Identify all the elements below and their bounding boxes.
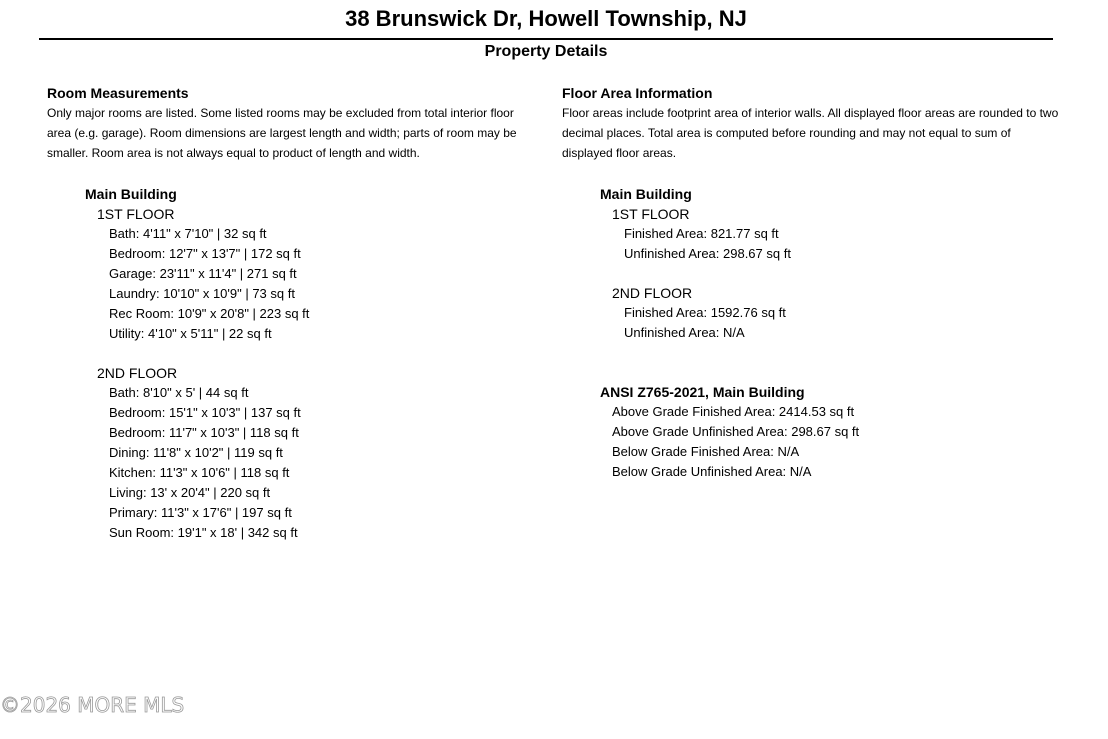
floor-label: 1ST FLOOR (612, 206, 690, 222)
unfinished-area: Unfinished Area: N/A (624, 325, 745, 340)
room-building-block (47, 184, 537, 543)
floor-label: 2ND FLOOR (97, 365, 178, 381)
room-item: Bedroom: 11'7" x 10'3" | 118 sq ft (109, 425, 299, 440)
room-item: Rec Room: 10'9" x 20'8" | 223 sq ft (109, 306, 310, 321)
room-item: Bedroom: 12'7" x 13'7" | 172 sq ft (109, 246, 301, 261)
copyright-watermark: ©2026 MORE MLS (0, 693, 185, 717)
finished-area: Finished Area: 1592.76 sq ft (624, 305, 786, 320)
unfinished-area: Unfinished Area: 298.67 sq ft (624, 246, 791, 261)
floor-label: 2ND FLOOR (612, 285, 693, 301)
floor-area-note: Floor areas include footprint area of interior walls. All displayed floor areas are rounded to two decimal places. Total area is computed before rounding and may not equal to sum of displayed floor areas. (562, 106, 1059, 160)
room-measurements-heading: Room Measurements (47, 85, 189, 101)
room-item: Bath: 4'11" x 7'10" | 32 sq ft (109, 226, 267, 241)
floor-area-section (562, 84, 1062, 482)
room-item: Dining: 11'8" x 10'2" | 119 sq ft (109, 445, 283, 460)
title-divider (39, 38, 1053, 40)
room-item: Living: 13' x 20'4" | 220 sq ft (109, 485, 271, 500)
ansi-item: Above Grade Finished Area: 2414.53 sq ft (612, 404, 855, 419)
finished-area: Finished Area: 821.77 sq ft (624, 226, 779, 241)
room-item: Primary: 11'3" x 17'6" | 197 sq ft (109, 505, 292, 520)
floor-label: 1ST FLOOR (97, 206, 175, 222)
ansi-heading: ANSI Z765-2021, Main Building (600, 384, 805, 400)
floor-area-heading: Floor Area Information (562, 85, 713, 101)
building-label: Main Building (600, 186, 692, 202)
room-item: Laundry: 10'10" x 10'9" | 73 sq ft (109, 286, 295, 301)
room-measurements-section (47, 84, 537, 543)
page-title: 38 Brunswick Dr, Howell Township, NJ (345, 6, 747, 31)
ansi-item: Below Grade Finished Area: N/A (612, 444, 800, 459)
room-item: Bedroom: 15'1" x 10'3" | 137 sq ft (109, 405, 301, 420)
spacer (47, 344, 537, 363)
spacer (562, 343, 1062, 382)
room-item: Sun Room: 19'1" x 18' | 342 sq ft (109, 525, 298, 540)
page-subtitle: Property Details (484, 43, 608, 60)
room-item: Utility: 4'10" x 5'11" | 22 sq ft (109, 326, 272, 341)
spacer (562, 264, 1062, 283)
room-measurements-note: Only major rooms are listed. Some listed rooms may be excluded from total interior floor area (e.g. garage). Room dimensions are largest length and width; parts of room may be smaller. Room area is not always equal to product of length and width. (47, 106, 517, 160)
ansi-item: Above Grade Unfinished Area: 298.67 sq ft (612, 424, 860, 439)
room-item: Garage: 23'11" x 11'4" | 271 sq ft (109, 266, 297, 281)
area-building-block (562, 184, 1062, 482)
room-item: Kitchen: 11'3" x 10'6" | 118 sq ft (109, 465, 290, 480)
ansi-item: Below Grade Unfinished Area: N/A (612, 464, 812, 479)
building-label: Main Building (85, 186, 177, 202)
room-item: Bath: 8'10" x 5' | 44 sq ft (109, 385, 249, 400)
